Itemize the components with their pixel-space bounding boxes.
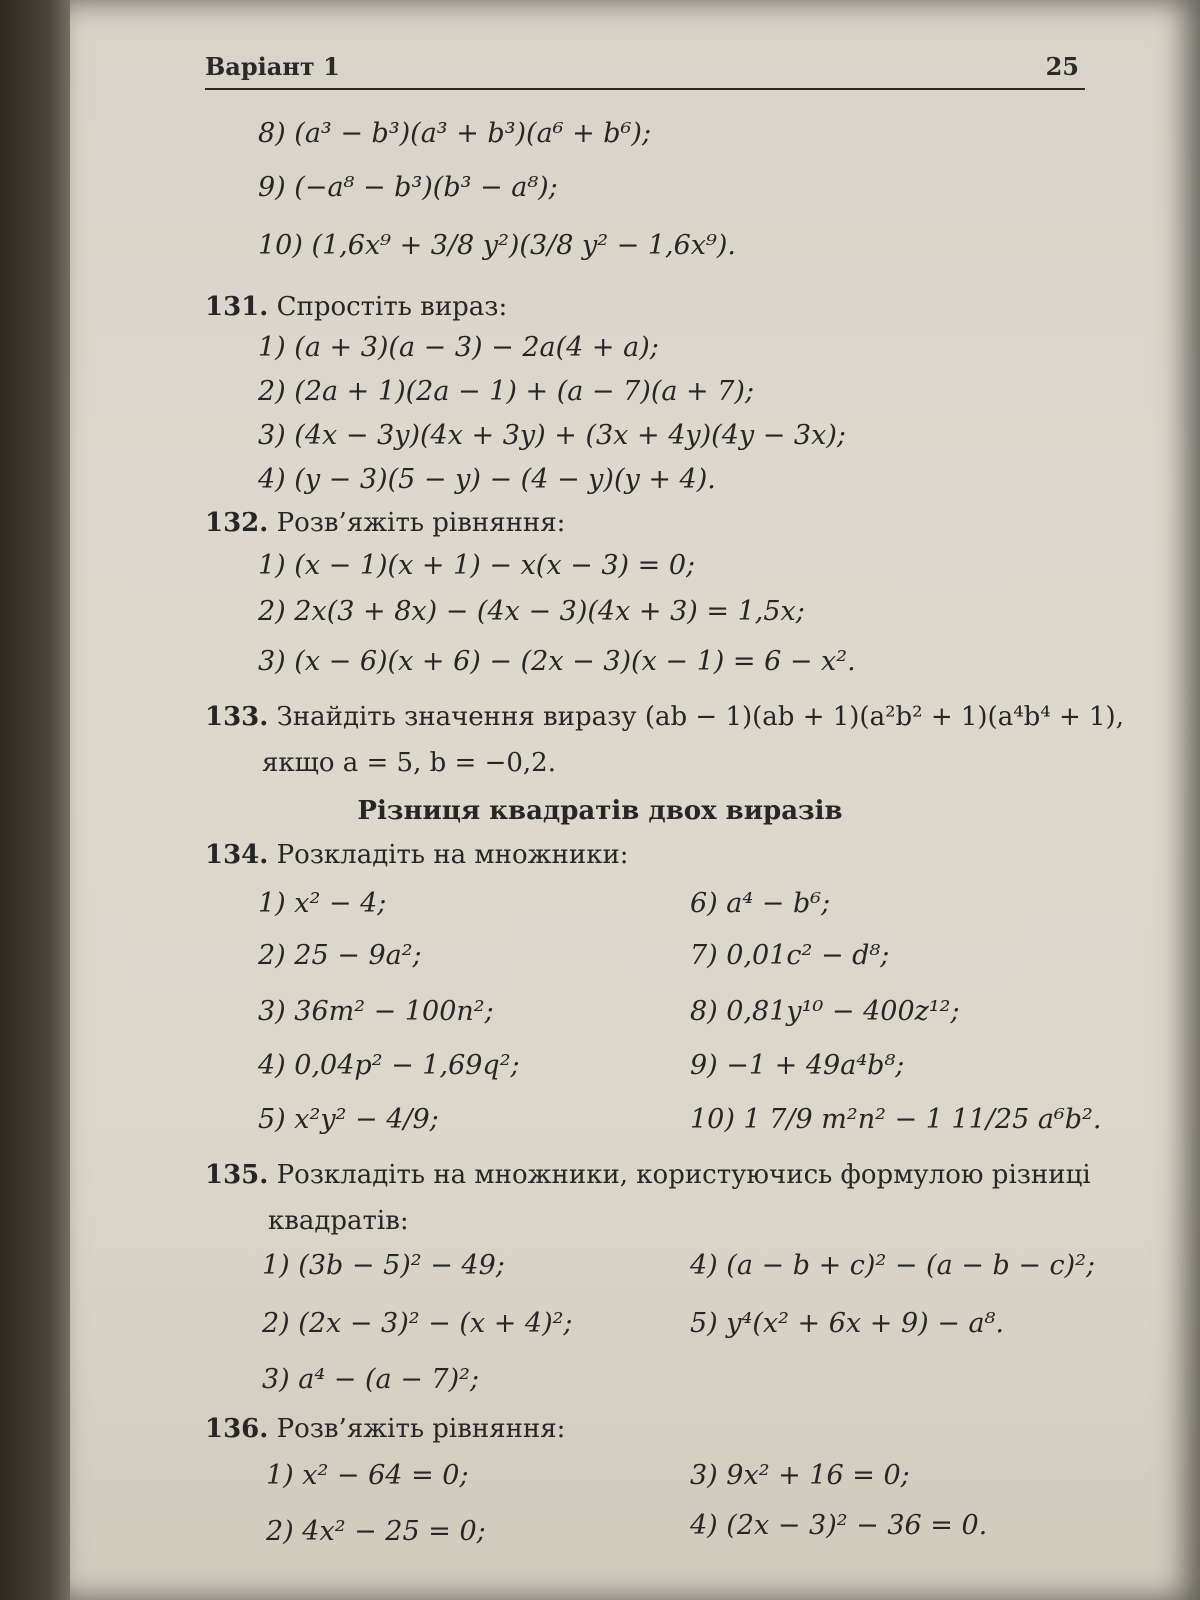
item-136-2: 2) 4x² − 25 = 0; [266,1516,486,1547]
task-133-condition: якщо a = 5, b = −0,2. [262,748,556,778]
item-132-2: 2) 2x(3 + 8x) − (4x − 3)(4x + 3) = 1,5x; [258,596,805,627]
task-132-heading [205,508,565,538]
item-134-5: 5) x²y² − 4/9; [258,1104,439,1135]
task-136-heading [205,1414,565,1444]
item-135-4: 4) (a − b + c)² − (a − b − c)²; [690,1250,1096,1281]
item-134-2: 2) 25 − 9a²; [258,940,422,971]
item-134-1: 1) x² − 4; [258,888,387,919]
item-134-8: 8) 0,81y¹⁰ − 400z¹²; [690,996,960,1027]
item-134-3: 3) 36m² − 100n²; [258,996,494,1027]
variant-label: Варіант 1 [205,52,340,81]
task-133-heading [205,702,1124,732]
task-136-title: Розв’яжіть рівняння: [276,1414,566,1444]
task-135-number: 135. [205,1160,269,1190]
item-134-9: 9) −1 + 49a⁴b⁸; [690,1050,905,1081]
section-title: Різниця квадратів двох виразів [357,796,843,826]
task-131-title: Спростіть вираз: [276,292,508,322]
task-133-title: Знайдіть значення виразу (ab − 1)(ab + 1)(a²b² + 1)(a⁴b⁴ + 1), [276,702,1124,732]
item-130-8: 8) (a³ − b³)(a³ + b³)(a⁶ + b⁶); [258,118,652,149]
task-132-number: 132. [205,508,269,538]
item-132-3: 3) (x − 6)(x + 6) − (2x − 3)(x − 1) = 6 − x². [258,646,856,677]
task-133-number: 133. [205,702,269,732]
item-131-3: 3) (4x − 3y)(4x + 3y) + (3x + 4y)(4y − 3x); [258,420,846,451]
item-136-1: 1) x² − 64 = 0; [266,1460,469,1491]
task-131-heading [205,292,507,322]
item-131-1: 1) (a + 3)(a − 3) − 2a(4 + a); [258,332,659,363]
task-135-title-cont: квадратів: [268,1206,409,1236]
item-134-7: 7) 0,01c² − d⁸; [690,940,890,971]
item-134-6: 6) a⁴ − b⁶; [690,888,831,919]
item-135-1: 1) (3b − 5)² − 49; [262,1250,505,1281]
item-130-9: 9) (−a⁸ − b³)(b³ − a⁸); [258,172,558,203]
page-number: 25 [1045,52,1079,81]
task-136-number: 136. [205,1414,269,1444]
task-131-number: 131. [205,292,269,322]
item-136-4: 4) (2x − 3)² − 36 = 0. [690,1510,988,1541]
item-132-1: 1) (x − 1)(x + 1) − x(x − 3) = 0; [258,550,696,581]
item-135-5: 5) y⁴(x² + 6x + 9) − a⁸. [690,1308,1004,1339]
item-130-10: 10) (1,6x⁹ + 3/8 y²)(3/8 y² − 1,6x⁹). [258,230,736,261]
task-135-title: Розкладіть на множники, користуючись формулою різниці [276,1160,1091,1190]
item-134-10: 10) 1 7/9 m²n² − 1 11/25 a⁶b². [690,1104,1102,1135]
item-135-3: 3) a⁴ − (a − 7)²; [262,1364,480,1395]
task-134-title: Розкладіть на множники: [276,840,629,870]
task-134-heading [205,840,629,870]
page-header [205,48,1085,90]
item-131-2: 2) (2a + 1)(2a − 1) + (a − 7)(a + 7); [258,376,755,407]
item-134-4: 4) 0,04p² − 1,69q²; [258,1050,520,1081]
task-134-number: 134. [205,840,269,870]
item-131-4: 4) (y − 3)(5 − y) − (4 − y)(y + 4). [258,464,716,495]
task-132-title: Розв’яжіть рівняння: [276,508,566,538]
task-135-heading [205,1160,1091,1190]
item-136-3: 3) 9x² + 16 = 0; [690,1460,910,1491]
item-135-2: 2) (2x − 3)² − (x + 4)²; [262,1308,573,1339]
